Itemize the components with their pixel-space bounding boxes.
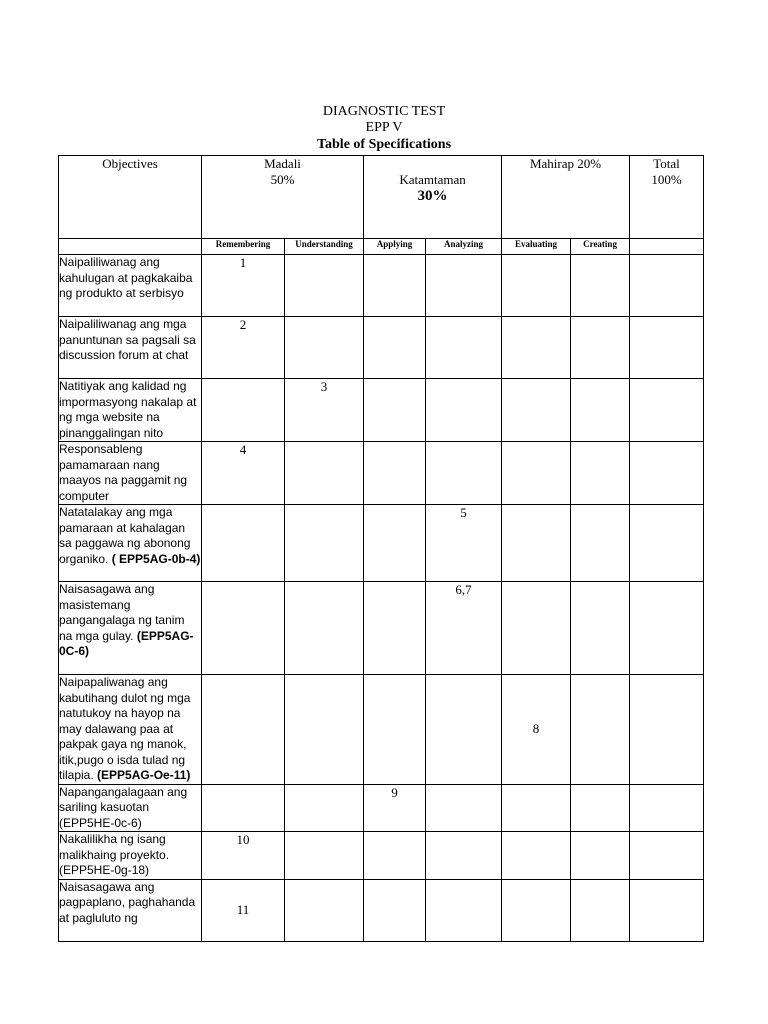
total-cell — [630, 317, 704, 379]
objective-cell — [59, 255, 202, 317]
total-cell — [630, 784, 704, 832]
item-number: 1 — [239, 255, 247, 270]
competency-code: ( EPP5AG-0b-4) — [111, 551, 201, 566]
levels-blank-cell — [59, 239, 202, 255]
table-body — [59, 255, 704, 942]
levels-row — [59, 239, 704, 255]
katamtaman-pct: 30% — [417, 188, 448, 204]
table-row — [59, 675, 704, 785]
total-cell — [630, 255, 704, 317]
level-cell-applying — [364, 379, 426, 442]
level-cell-creating — [571, 442, 630, 505]
objective-text: Napangangalagaan ang sariling kasuotan (EPP5HE-0c-6) — [59, 784, 188, 830]
level-cell-remembering — [202, 442, 285, 505]
level-cell-evaluating — [502, 505, 571, 582]
objective-text: Naipapaliwanag ang kabutihang dulot ng mga natutukoy na hayop na may dalawang paa at pakpak gaya ng manok, itik,pugo o isda tulad ng tilapia. — [59, 675, 191, 782]
table-row — [59, 255, 704, 317]
level-cell-evaluating — [502, 832, 571, 880]
level-cell-applying — [364, 442, 426, 505]
level-cell-applying — [364, 784, 426, 832]
level-cell-creating — [571, 784, 630, 832]
level-cell-creating — [571, 675, 630, 785]
table-row — [59, 442, 704, 505]
total-cell — [630, 582, 704, 675]
total-pct: 100% — [651, 172, 682, 187]
level-cell-applying — [364, 317, 426, 379]
level-cell-analyzing — [426, 832, 502, 880]
level-remembering: Remembering — [202, 239, 285, 255]
objective-cell — [59, 317, 202, 379]
item-number: 10 — [236, 832, 250, 847]
item-number: 5 — [460, 505, 467, 520]
document-header — [0, 104, 768, 154]
level-cell-evaluating — [502, 442, 571, 505]
objective-text: Responsableng pamamaraan nang maayos na paggamit ng computer — [59, 442, 188, 503]
level-cell-remembering — [202, 379, 285, 442]
level-analyzing: Analyzing — [426, 239, 502, 255]
level-creating: Creating — [571, 239, 630, 255]
level-cell-analyzing — [426, 675, 502, 785]
level-cell-analyzing — [426, 582, 502, 675]
item-number: 9 — [391, 784, 398, 800]
objective-text: Nakalilikha ng isang malikhaing proyekto. (EPP5HE-0g-18) — [59, 832, 170, 877]
objective-text: Natitiyak ang kalidad ng impormasyong nakalap at ng mga website na pinanggalingan nito — [59, 379, 197, 440]
level-cell-understanding — [285, 505, 364, 582]
table-row — [59, 379, 704, 442]
table-of-specifications — [58, 155, 704, 942]
table-row — [59, 317, 704, 379]
objective-text: Naipaliliwanag ang mga panuntunan sa pagsali sa discussion forum at chat — [59, 317, 196, 362]
objectives-header — [59, 156, 202, 239]
level-cell-evaluating — [502, 879, 571, 941]
table-row — [59, 784, 704, 832]
level-cell-understanding — [285, 255, 364, 317]
table-row — [59, 832, 704, 880]
level-cell-applying — [364, 879, 426, 941]
total-cell — [630, 832, 704, 880]
level-cell-remembering — [202, 879, 285, 941]
objective-cell — [59, 505, 202, 582]
level-cell-analyzing — [426, 879, 502, 941]
mahirap-header — [502, 156, 630, 239]
level-evaluating: Evaluating — [502, 239, 571, 255]
table-row — [59, 582, 704, 675]
level-cell-evaluating — [502, 675, 571, 785]
subject-title: EPP V — [365, 120, 403, 135]
level-cell-analyzing — [426, 255, 502, 317]
level-cell-creating — [571, 379, 630, 442]
katamtaman-label: Katamtaman — [399, 172, 466, 187]
objective-text: Naisasagawa ang masistemang pangangalaga ng tanim na mga gulay. — [59, 582, 185, 643]
level-cell-remembering — [202, 582, 285, 675]
objective-cell — [59, 442, 202, 505]
objective-text: Naipaliliwanag ang kahulugan at pagkakaiba ng produkto at serbisyo — [59, 255, 193, 300]
item-number: 4 — [239, 442, 247, 457]
level-cell-analyzing — [426, 379, 502, 442]
level-cell-remembering — [202, 255, 285, 317]
level-cell-creating — [571, 255, 630, 317]
objectives-header-label: Objectives — [102, 156, 158, 171]
level-cell-understanding — [285, 832, 364, 880]
level-cell-creating — [571, 582, 630, 675]
level-cell-analyzing — [426, 784, 502, 832]
katamtaman-header — [364, 156, 502, 239]
level-cell-analyzing — [426, 442, 502, 505]
total-cell — [630, 675, 704, 785]
level-cell-applying — [364, 505, 426, 582]
objective-text: Natatalakay ang mga pamaraan at kahalagan sa paggawa ng abonong organiko. — [59, 505, 191, 566]
total-cell — [630, 379, 704, 442]
level-cell-evaluating — [502, 317, 571, 379]
level-cell-evaluating — [502, 582, 571, 675]
level-cell-applying — [364, 582, 426, 675]
total-header — [630, 156, 704, 239]
level-cell-creating — [571, 832, 630, 880]
objective-cell — [59, 675, 202, 785]
objective-cell — [59, 879, 202, 941]
level-cell-remembering — [202, 317, 285, 379]
level-cell-applying — [364, 255, 426, 317]
madali-header — [202, 156, 364, 239]
level-cell-evaluating — [502, 255, 571, 317]
test-title: DIAGNOSTIC TEST — [322, 104, 446, 119]
level-understanding: Understanding — [285, 239, 364, 255]
mahirap-label: Mahirap 20% — [529, 156, 602, 171]
item-number: 2 — [239, 317, 247, 332]
level-cell-applying — [364, 675, 426, 785]
madali-label: Madali — [264, 156, 301, 171]
level-cell-creating — [571, 317, 630, 379]
level-cell-creating — [571, 879, 630, 941]
level-cell-understanding — [285, 379, 364, 442]
total-cell — [630, 505, 704, 582]
level-cell-understanding — [285, 879, 364, 941]
level-cell-understanding — [285, 442, 364, 505]
level-cell-understanding — [285, 582, 364, 675]
level-cell-evaluating — [502, 379, 571, 442]
item-number: 11 — [236, 902, 250, 917]
table-row — [59, 505, 704, 582]
level-cell-evaluating — [502, 784, 571, 832]
item-number: 8 — [532, 721, 540, 737]
objective-cell — [59, 379, 202, 442]
total-label: Total — [653, 156, 680, 171]
header-row — [59, 156, 704, 239]
total-cell — [630, 879, 704, 941]
level-cell-remembering — [202, 832, 285, 880]
level-cell-understanding — [285, 317, 364, 379]
total-cell — [630, 442, 704, 505]
level-cell-remembering — [202, 675, 285, 785]
table-title: Table of Specifications — [316, 137, 452, 152]
item-number: 3 — [320, 379, 328, 394]
level-applying: Applying — [364, 239, 426, 255]
competency-code: (EPP5AG-Oe-11) — [97, 768, 191, 782]
level-cell-analyzing — [426, 505, 502, 582]
level-cell-applying — [364, 832, 426, 880]
objective-text: Naisasagawa ang pagpaplano, paghahanda at pagluluto ng — [59, 879, 196, 925]
level-cell-understanding — [285, 675, 364, 785]
objective-cell — [59, 784, 202, 832]
level-cell-analyzing — [426, 317, 502, 379]
level-cell-understanding — [285, 784, 364, 832]
level-total-cell — [630, 239, 704, 255]
level-cell-remembering — [202, 784, 285, 832]
table-row — [59, 879, 704, 941]
competency-code: (EPP5AG-0C-6) — [59, 628, 194, 658]
level-cell-creating — [571, 505, 630, 582]
madali-pct: 50% — [270, 172, 295, 187]
item-number: 6,7 — [455, 582, 472, 597]
objective-cell — [59, 832, 202, 880]
level-cell-remembering — [202, 505, 285, 582]
objective-cell — [59, 582, 202, 675]
